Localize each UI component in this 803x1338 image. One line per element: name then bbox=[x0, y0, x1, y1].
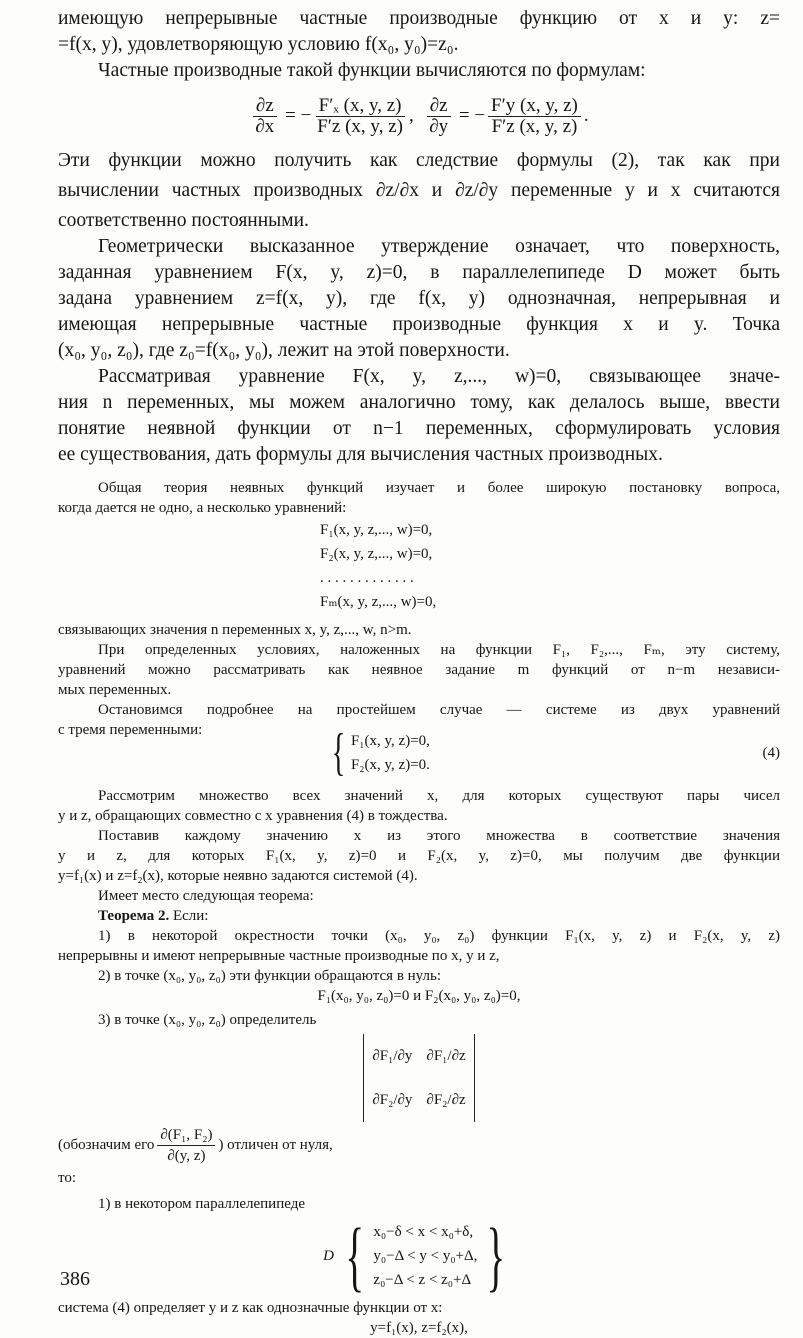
system-row: . . . . . . . . . . . . . bbox=[320, 570, 414, 586]
equation-system-general bbox=[58, 518, 780, 614]
small-line: то: bbox=[58, 1170, 77, 1186]
frac-num: F′ₓ (x, y, z) bbox=[316, 96, 405, 117]
formula-partials: $\frac{\partial z}{\partial x}$ = − $\frac{\text{F′ₓ (x, y, z)}}{F'z (x, y, z)}$ , $\frac{\partial z}{\partial y}$ = − $\frac{F'y (x, y, z)}{F'z (x, y, z)}$ . bbox=[58, 84, 780, 148]
small-line: 1) в некоторой окрестности точки (x₀, y₀, z₀) функции F₁(x, y, z) и F₂(x, y, z) bbox=[98, 928, 780, 944]
box-row: z₀−Δ < z < z₀+Δ bbox=[373, 1272, 472, 1288]
small-line: Остановимся подробнее на простейшем случае — системе из двух уравнений bbox=[98, 702, 780, 718]
determinant bbox=[58, 1034, 780, 1122]
det-cell: ∂F₂/∂z bbox=[426, 1091, 466, 1108]
small-line: мых переменных. bbox=[58, 682, 172, 698]
small-line: уравнений можно рассматривать как неявное задание m функций от n−m независи- bbox=[58, 662, 780, 678]
system-row: F₁(x, y, z)=0, bbox=[350, 733, 430, 749]
frac-den: ∂(y, z) bbox=[167, 1147, 206, 1164]
det-note-pre: (обозначим его bbox=[58, 1136, 155, 1153]
system-row: Fₘ(x, y, z,..., w)=0, bbox=[320, 594, 437, 610]
frac-den: ∂x bbox=[255, 115, 275, 137]
frac-num: ∂z bbox=[427, 96, 451, 117]
frac-num: ∂z bbox=[253, 96, 277, 117]
det-cell: ∂F₁/∂y bbox=[372, 1047, 413, 1064]
text-line: ния n переменных, мы можем аналогично тому, как делалось выше, ввести bbox=[58, 392, 780, 413]
small-line: непрерывны и имеют непрерывные частные производные по x, y и z, bbox=[58, 948, 500, 964]
text-line: заданная уравнением F(x, y, z)=0, в параллелепипеде D может быть bbox=[58, 262, 780, 283]
theorem-if: Если: bbox=[172, 908, 209, 924]
equation-system-4 bbox=[58, 726, 780, 780]
det-note bbox=[58, 1122, 780, 1168]
system-row: F₁(x, y, z,..., w)=0, bbox=[320, 522, 433, 538]
small-line: система (4) определяет y и z как однозначные функции от x: bbox=[58, 1300, 443, 1316]
frac-den: F′z (x, y, z) bbox=[491, 115, 578, 137]
box-row: x₀−δ < x < x₀+δ, bbox=[373, 1224, 474, 1240]
small-line: y и z, для которых F₁(x, y, z)=0 и F₂(x, y, z)=0, мы получим две функции bbox=[58, 848, 780, 864]
equation-number: (4) bbox=[762, 744, 780, 761]
small-line: с тремя переменными: bbox=[58, 722, 203, 738]
small-line: Имеет место следующая теорема: bbox=[98, 888, 314, 904]
text-line: (x₀, y₀, z₀), где z₀=f(x₀, y₀), лежит на этой поверхности. bbox=[58, 340, 510, 361]
small-line: y и z, обращающих совместно с x уравнения (4) в тождества. bbox=[58, 808, 448, 824]
page-number: 386 bbox=[60, 1268, 90, 1290]
text-line: Эти функции можно получить как следствие формулы (2), так как при bbox=[58, 150, 780, 171]
text-line: соответственно постоянными. bbox=[58, 210, 309, 231]
parallelepiped bbox=[58, 1214, 780, 1298]
text-line: имеющую непрерывные частные производные функцию от x и y: z= bbox=[58, 8, 780, 29]
text-line: =f(x, y), удовлетворяющую условию f(x₀, y₀)=z₀. bbox=[58, 34, 459, 55]
det-cell: ∂F₂/∂y bbox=[372, 1091, 413, 1108]
formula-line: y=f₁(x), z=f₂(x), bbox=[370, 1320, 468, 1336]
small-line: 2) в точке (x₀, y₀, z₀) эти функции обращаются в нуль: bbox=[98, 968, 442, 984]
small-line: Общая теория неявных функций изучает и более широкую постановку вопроса, bbox=[98, 480, 780, 496]
small-line: когда дается не одно, а несколько уравнений: bbox=[58, 500, 347, 516]
text-line: Геометрически высказанное утверждение означает, что поверхность, bbox=[98, 236, 780, 257]
theorem-title: Теорема 2. bbox=[98, 908, 170, 924]
det-cell: ∂F₁/∂z bbox=[426, 1047, 466, 1064]
brace-right-icon: } bbox=[486, 1212, 506, 1299]
frac-den: F′z (x, y, z) bbox=[317, 115, 403, 137]
text-line: вычислении частных производных ∂z/∂x и ∂z/∂y переменные y и x считаются bbox=[58, 180, 780, 201]
small-line: При определенных условиях, наложенных на функции F₁, F₂,..., Fₘ, эту систему, bbox=[98, 642, 780, 658]
text-line: ее существования, дать формулы для вычисления частных производных. bbox=[58, 444, 663, 465]
small-line: связывающих значения n переменных x, y, z,..., w, n>m. bbox=[58, 622, 412, 638]
small-line: y=f₁(x) и z=f₂(x), которые неявно задаются системой (4). bbox=[58, 868, 418, 884]
text-line: задана уравнением z=f(x, y), где f(x, y) однозначная, непрерывная и bbox=[58, 288, 780, 309]
system-row: F₂(x, y, z,..., w)=0, bbox=[320, 546, 433, 562]
page-text bbox=[58, 6, 780, 1338]
small-line: 3) в точке (x₀, y₀, z₀) определитель bbox=[98, 1012, 317, 1028]
frac-den: ∂y bbox=[429, 115, 449, 137]
system-row: F₂(x, y, z)=0. bbox=[350, 757, 430, 773]
box-label: D bbox=[323, 1247, 334, 1264]
text-line: Частные производные такой функции вычисляются по формулам: bbox=[98, 60, 646, 81]
text-line: понятие неявной функции от n−1 переменных, сформулировать условия bbox=[58, 418, 780, 439]
small-line: Поставив каждому значению x из этого множества в соответствие значения bbox=[98, 828, 780, 844]
frac-num: ∂(F₁, F₂) bbox=[157, 1125, 215, 1146]
box-row: y₀−Δ < y < y₀+Δ, bbox=[373, 1248, 478, 1264]
small-line: Рассмотрим множество всех значений x, для которых существуют пары чисел bbox=[98, 788, 780, 804]
small-line: 1) в некотором параллелепипеде bbox=[98, 1196, 305, 1212]
text-line: Рассматривая уравнение F(x, y, z,..., w)=0, связывающее значе- bbox=[98, 366, 780, 387]
formula-line: F₁(x₀, y₀, z₀)=0 и F₂(x₀, y₀, z₀)=0, bbox=[317, 988, 521, 1004]
det-note-post: ) отличен от нуля, bbox=[218, 1136, 333, 1153]
brace-left-icon: { bbox=[331, 724, 346, 781]
frac-num: F′y (x, y, z) bbox=[488, 96, 581, 117]
text-line: имеющая непрерывные частные производные функция x и y. Точка bbox=[58, 314, 780, 335]
theorem-heading bbox=[58, 906, 780, 926]
brace-left-icon: { bbox=[345, 1212, 365, 1299]
